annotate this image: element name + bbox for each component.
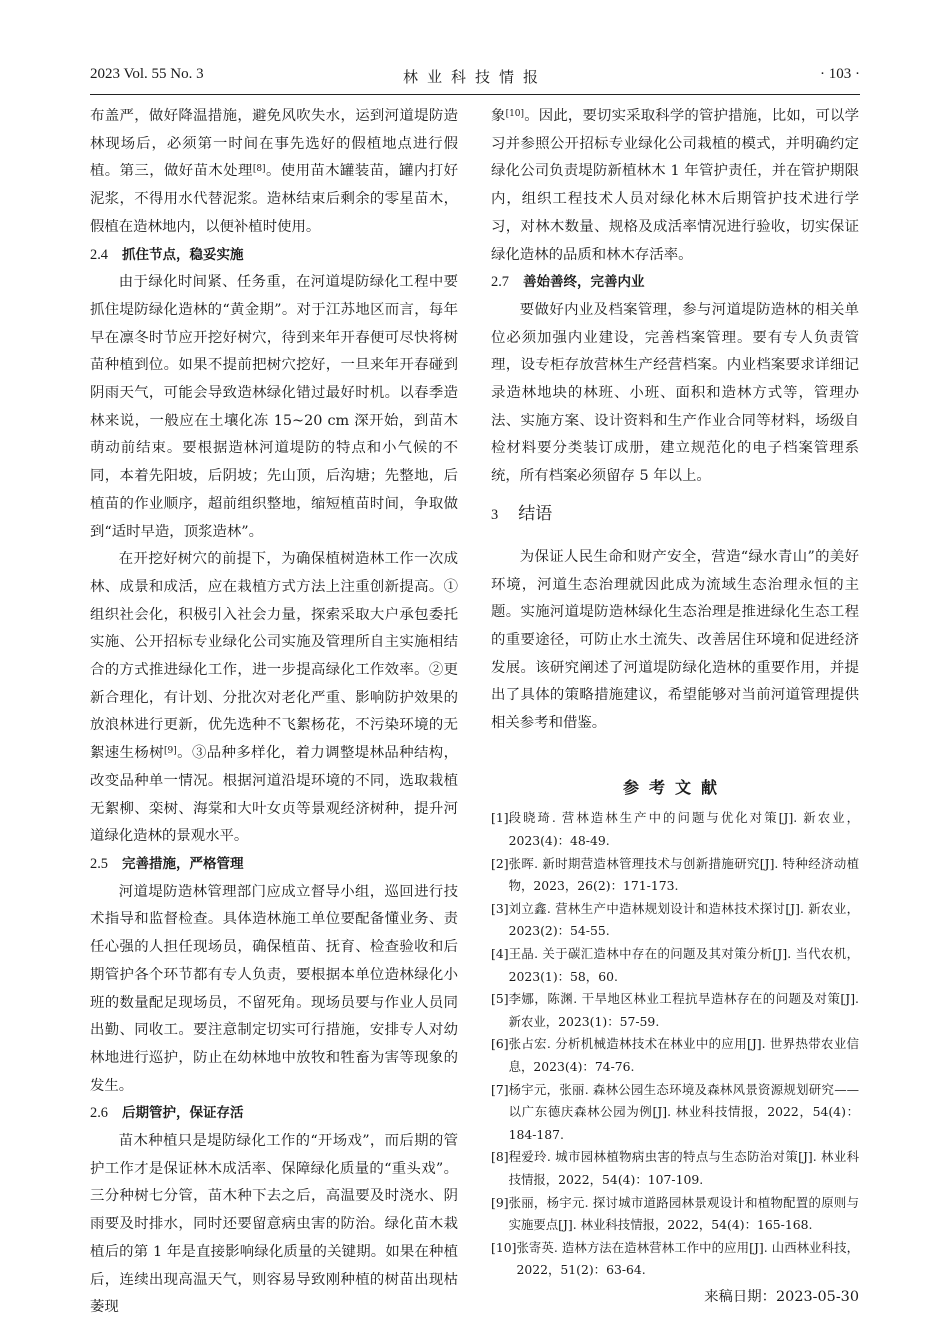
paragraph: 布盖严，做好降温措施，避免风吹失水，运到河道堤防造林现场后，必须第一时间在事先选好的假植地点进行假植。第三，做好苗木处理[8]。使用苗木罐装苗，罐内打好泥浆，不得用水代替泥浆。造林结束后剩余的零星苗木，假植在造林地内，以便补植时使用。 [90,108,458,235]
reference-text: 张寄英. 造林方法在造林营林工作中的应用[J]. 山西林业科技，2022，51(2)：63-64. [516,1239,859,1278]
page-header [90,66,860,88]
reference-text: 刘立鑫. 营林生产中造林规划设计和造林技术探讨[J]. 新农业，2023(2)：54-55. [508,900,859,939]
references-list [491,807,859,1281]
reference-text: 杨宇元，张丽. 森林公园生态环境及森林风景资源规划研究——以广东德庆森林公园为例[J]. 林业科技情报，2022，54(4)：184-187. [508,1081,859,1142]
reference-text: 张晖. 新时期营造林管理技术与创新措施研究[J]. 特种经济动植物，2023，26(2)：171-173. [508,855,859,894]
section-heading-2-4: 2.4 抓住节点，稳妥实施 [90,246,244,263]
section-heading-2-5: 2.5 完善措施，严格管理 [90,855,244,872]
paragraph: 在开挖好树穴的前提下，为确保植树造林工作一次成林、成景和成活，应在栽植方式方法上注重创新提高。①组织社会化，积极引入社会力量，探索采取大户承包委托实施、公开招标专业绿化公司实施及管理所自主实施相结合的方式推进绿化工作，进一步提高绿化工作效率。②更新合理化，有计划、分批次对老化严重、影响防护效果的放浪林进行更新，优先选种不飞絮杨花，不污染环境的无絮速生杨树[9]。③品种多样化，着力调整堤林品种结构，改变品种单一情况。根据河道沿堤环境的不同，选取栽植无絮柳、栾树、海棠和大叶女贞等景观经济树种，提升河道绿化造林的景观水平。 [90,551,458,845]
header-rule [90,94,860,95]
paragraph: 象[10]。因此，要切实采取科学的管护措施，比如，可以学习并参照公开招标专业绿化公司栽植的模式，并明确约定绿化公司负责堤防新植林木 1 年管护责任，并在管护期限内，组织工程技术人员对绿化林木后期管护技术进行学习，对林木数量、规格及成活率情况进行验收，切实保证绿化造林的品质和林木存活率。 [491,108,859,263]
journal-title: 林业科技情报 [402,68,547,86]
paragraph: 要做好内业及档案管理，参与河道堤防造林的相关单位必须加强内业建设，完善档案管理。要有专人负责管理，设专柜存放营林生产经营档案。内业档案要求详细记录造林地块的林班、小班、面积和造林方式等，管理办法、实施方案、设计资料和生产作业合同等材料，场级自检材料要分类装订成册，建立规范化的电子档案管理系统，所有档案必须留存 5 年以上。 [491,301,859,485]
page-number: · 103 · [820,66,860,82]
reference-text: 段晓琦. 营林造林生产中的问题与优化对策[J]. 新农业，2023(4)：48-49. [508,810,859,849]
reference-number: [9] [491,1194,509,1210]
paragraph: 由于绿化时间紧、任务重，在河道堤防绿化工程中要抓住堤防绿化造林的“黄金期”。对于江苏地区而言，每年早在凛冬时节应开挖好树穴，待到来年开春便可尽快将树苗种植到位。如果不提前把树穴挖好，一旦来年开春碰到阴雨天气，可能会导致造林绿化错过最好时机。以春季造林来说，一般应在土壤化冻 15~20 cm 深开始，到苗木萌动前结束。要根据造林河道堤防的特点和小气候的不同，本着先阳坡，后阴坡；先山顶，后沟塘；先整地，后植苗的作业顺序，超前组织整地，缩短植苗时间，争取做到“适时早造，顶浆造林”。 [90,274,458,540]
received-date: 来稿日期：2023-05-30 [704,1288,859,1305]
journal-volume: 2023 Vol. 55 No. 3 [90,66,204,82]
reference-item [491,1237,859,1282]
reference-number: [5] [491,991,509,1007]
section-heading-2-7: 2.7 善始善终，完善内业 [491,274,645,291]
references-title: 参考文献 [622,777,727,797]
reference-number: [2] [491,855,509,871]
reference-item [491,807,859,852]
reference-number: [7] [491,1081,509,1097]
left-column [90,103,458,1322]
reference-item [491,988,859,1033]
reference-number: [10] [491,1239,517,1255]
reference-item [491,1079,859,1147]
reference-item [491,898,859,943]
reference-text: 张占宏. 分析机械造林技术在林业中的应用[J]. 世界热带农业信息，2023(4)：74-76. [508,1036,859,1074]
reference-number: [6] [491,1036,509,1052]
reference-text: 程爱玲. 城市园林植物病虫害的特点与生态防治对策[J]. 林业科技情报，2022，54(4)：107-109. [508,1149,859,1187]
reference-item [491,1146,859,1191]
reference-item [491,943,859,988]
citation[interactable]: [9] [164,746,177,757]
reference-number: [8] [491,1149,509,1165]
paragraph: 苗木种植只是堤防绿化工作的“开场戏”，而后期的管护工作才是保证林木成活率、保障绿化质量的“重头戏”。三分种树七分管，苗木种下去之后，高温要及时浇水、阴雨要及时排水，同时还要留意病虫害的防治。绿化苗木栽植后的第 1 年是直接影响绿化质量的关键期。如果在种植后，连续出现高温天气，则容易导致刚种植的树苗出现枯萎现 [90,1133,458,1316]
right-column [491,103,859,1312]
section-heading-3: 3 结语 [491,503,553,524]
reference-text: 张丽，杨宇元. 探讨城市道路园林景观设计和植物配置的原则与实施要点[J]. 林业科技情报，2022，54(4)：165-168. [508,1194,859,1233]
paragraph: 河道堤防造林管理部门应成立督导小组，巡回进行技术指导和监督检查。具体造林施工单位要配备懂业务、责任心强的人担任现场员，确保植苗、抚育、检查验收和后期管护各个环节都有专人负责，要根据本单位造林绿化小班的数量配足现场员，不留死角。现场员要与作业人员同出勤、同收工。要注意制定切实可行措施，安排专人对幼林地进行巡护，防止在幼林地中放牧和牲畜为害等现象的发生。 [90,883,458,1094]
citation[interactable]: [8] [252,164,266,175]
reference-item [491,1033,859,1078]
citation[interactable]: [10] [505,109,525,119]
reference-item [491,1192,859,1237]
paragraph: 为保证人民生命和财产安全，营造“绿水青山”的美好环境，河道生态治理就因此成为流域生态治理永恒的主题。实施河道堤防造林绿化生态治理是推进绿化生态工程的重要途径，可防止水土流失、改善居住环境和促进经济发展。该研究阐述了河道堤防绿化造林的重要作用，并提出了具体的策略措施建议，希望能够对当前河道管理提供相关参考和借鉴。 [491,548,859,732]
section-heading-2-6: 2.6 后期管护，保证存活 [90,1105,244,1122]
reference-item [491,853,859,898]
reference-number: [1] [491,810,509,826]
reference-number: [4] [491,946,509,962]
reference-text: 李娜，陈渊. 干旱地区林业工程抗旱造林存在的问题及对策[J]. 新农业，2023(1)：57-59. [508,991,859,1029]
reference-text: 王晶. 关于碳汇造林中存在的问题及其对策分析[J]. 当代农机，2023(1)：58，60. [508,946,859,984]
reference-number: [3] [491,900,509,916]
